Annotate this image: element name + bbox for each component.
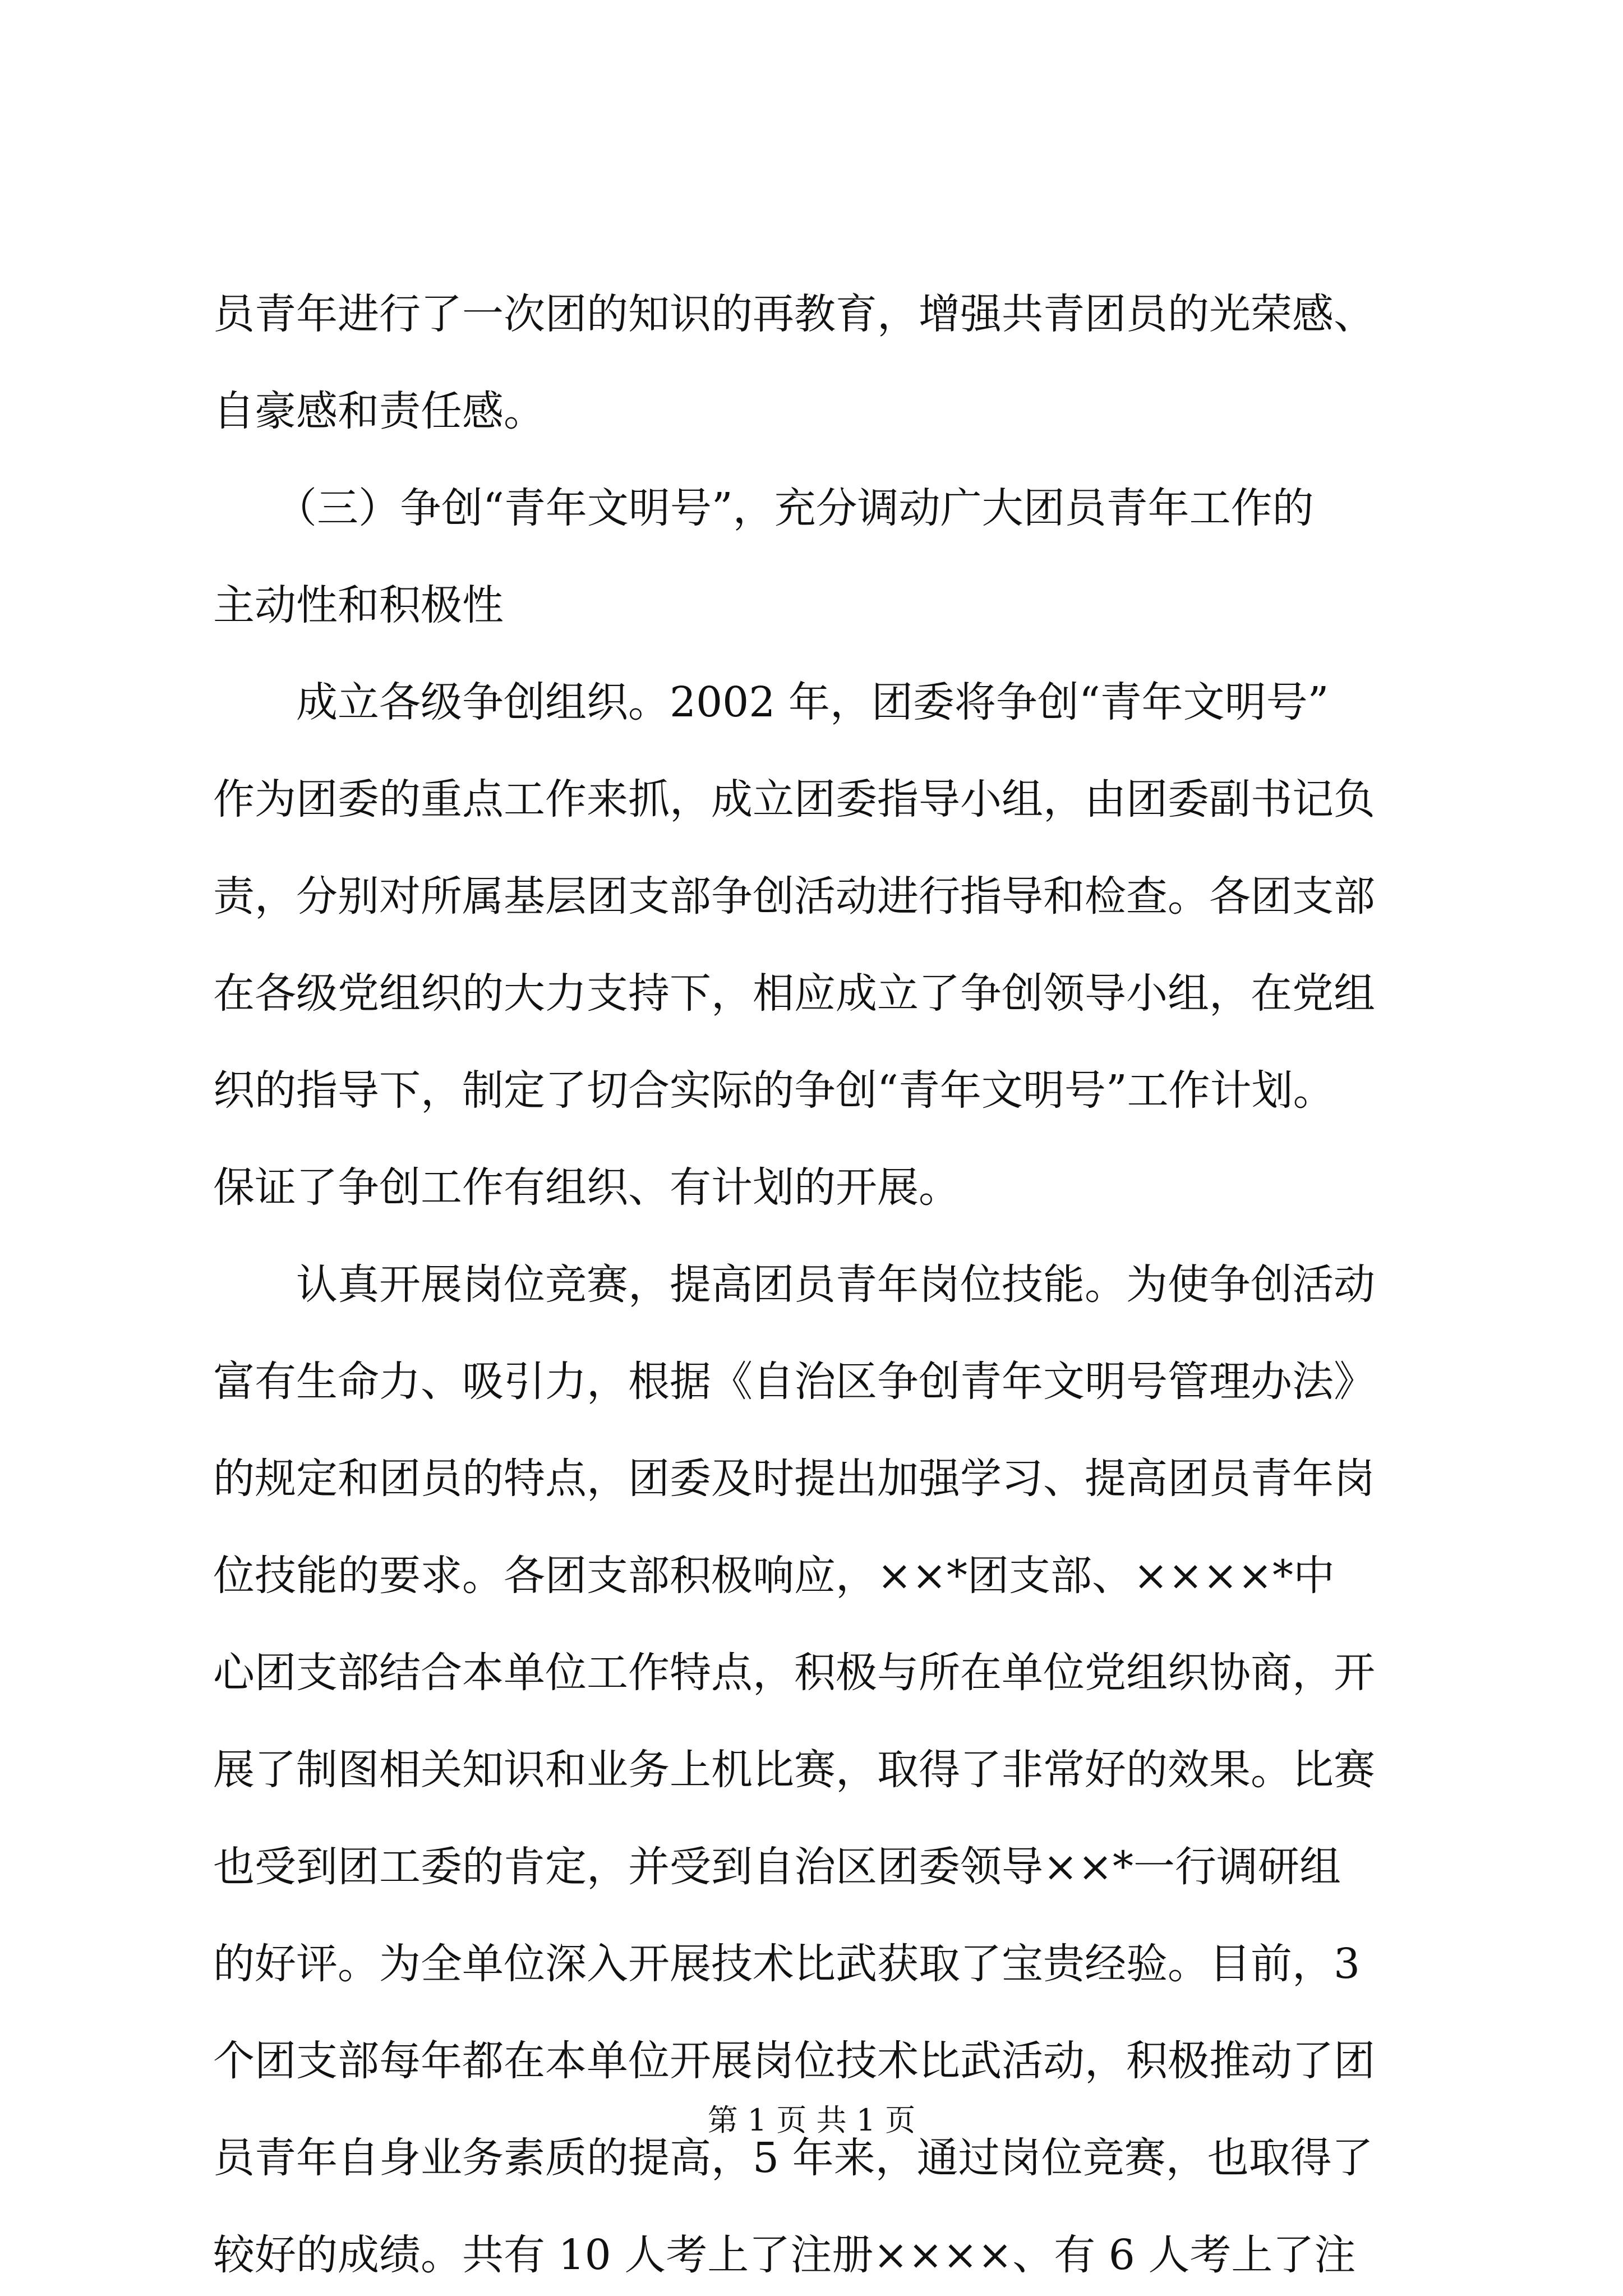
text-line: 责，分别对所属基层团支部争创活动进行指导和检查。各团支部 [213,872,1375,921]
text-line: 的好评。为全单位深入开展技术比武获取了宝贵经验。目前，3 [213,1940,1361,1988]
text-line: 心团支部结合本单位工作特点，积极与所在单位党组织协商，开 [213,1649,1375,1697]
text-line: 主动性和积极性 [213,581,504,629]
text-line: 自豪感和责任感。 [213,387,545,435]
text-line: 也受到团工委的肯定，并受到自治区团委领导××*一行调研组 [213,1843,1341,1891]
text-line: 织的指导下，制定了切合实际的争创“青年文明号”工作计划。 [213,1066,1335,1115]
text-line: 保证了争创工作有组织、有计划的开展。 [213,1163,960,1212]
text-line: 作为团委的重点工作来抓，成立团委指导小组，由团委副书记负 [213,775,1375,823]
text-line: （三）争创“青年文明号”，充分调动广大团员青年工作的 [213,484,1314,532]
text-line: 展了制图相关知识和业务上机比赛，取得了非常好的效果。比赛 [213,1746,1375,1794]
text-line: 在各级党组织的大力支持下，相应成立了争创领导小组，在党组 [213,969,1375,1018]
text-line: 较好的成绩。共有 10 人考上了注册××××、有 6 人考上了注 [213,2231,1356,2279]
text-line: 员青年自身业务素质的提高，5 年来，通过岗位竞赛，也取得了 [213,2134,1373,2182]
text-line: 位技能的要求。各团支部积极响应，××*团支部、××××*中 [213,1552,1335,1600]
text-line: 的规定和团员的特点，团委及时提出加强学习、提高团员青年岗 [213,1455,1375,1503]
text-line: 成立各级争创组织。2002 年，团委将争创“青年文明号” [213,678,1329,726]
text-line: 个团支部每年都在本单位开展岗位技术比武活动，积极推动了团 [213,2037,1375,2085]
text-line: 富有生命力、吸引力，根据《自治区争创青年文明号管理办法》 [213,1358,1375,1406]
text-line: 认真开展岗位竞赛，提高团员青年岗位技能。为使争创活动 [213,1260,1375,1309]
text-line: 员青年进行了一次团的知识的再教育，增强共青团员的光荣感、 [213,290,1375,338]
page-number-footer: 第 1 页 共 1 页 [707,2102,916,2138]
